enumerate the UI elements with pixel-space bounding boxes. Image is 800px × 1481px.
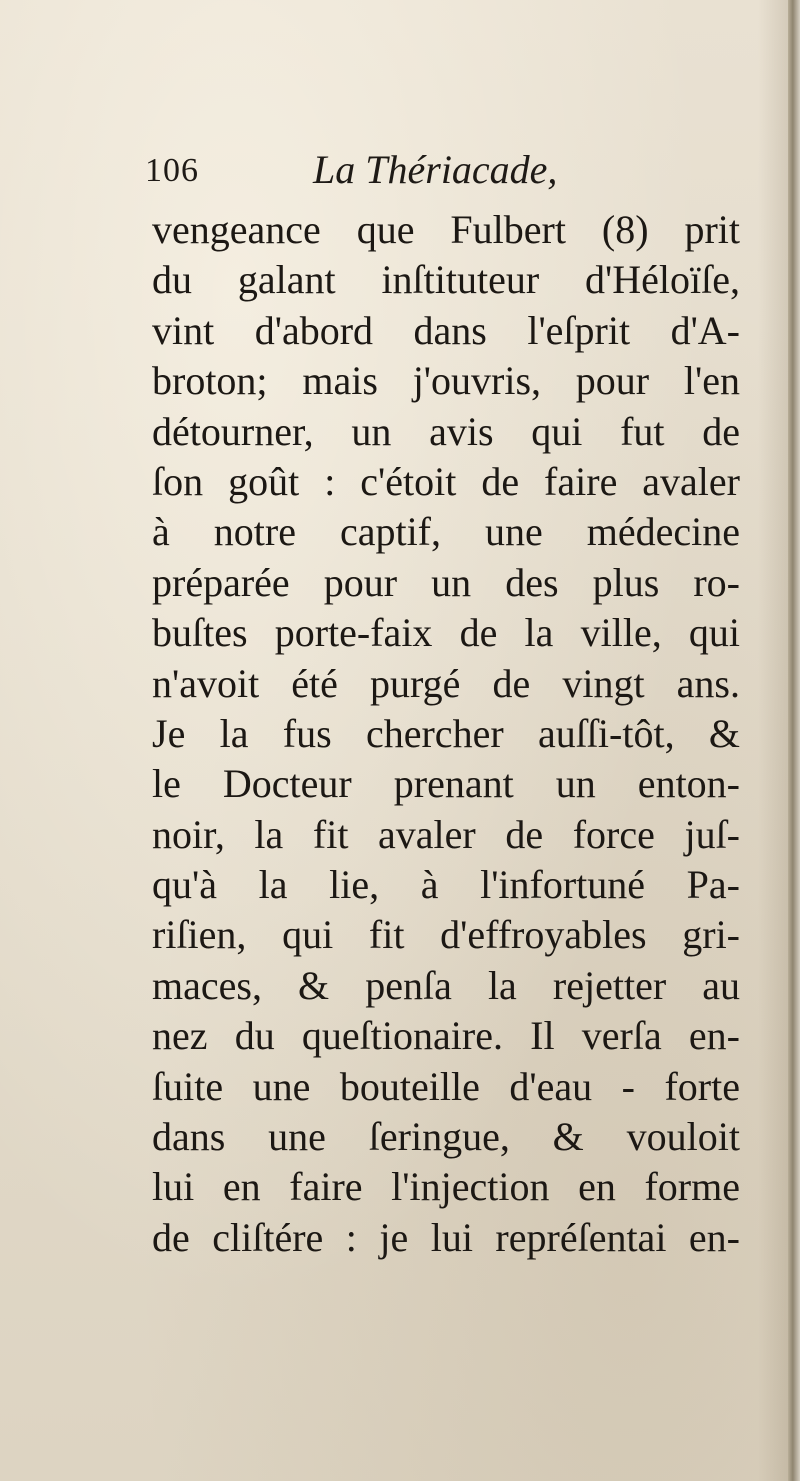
text-line: le Docteur prenant un enton- bbox=[152, 761, 740, 807]
text-line: préparée pour un des plus ro- bbox=[152, 559, 740, 605]
text-line: du galant inſtituteur d'Héloïſe, bbox=[152, 257, 740, 303]
text-line: dans une ſeringue, & vouloit bbox=[152, 1114, 740, 1160]
text-line: riſien, qui fit d'effroyables gri- bbox=[152, 912, 740, 958]
running-title: La Thériacade, bbox=[313, 147, 558, 192]
text-line: n'avoit été purgé de vingt ans. bbox=[152, 660, 740, 706]
text-line: Je la fus chercher auſſi-tôt, & bbox=[152, 710, 740, 756]
text-line: noir, la fit avaler de force juſ- bbox=[152, 811, 740, 857]
text-line: ſon goût : c'étoit de faire avaler bbox=[152, 458, 740, 504]
text-line: lui en faire l'injection en forme bbox=[152, 1164, 740, 1210]
text-line: buſtes porte-faix de la ville, qui bbox=[152, 610, 740, 656]
page-header bbox=[145, 147, 605, 202]
page-number: 106 bbox=[145, 152, 199, 189]
text-line: ſuite une bouteille d'eau - forte bbox=[152, 1063, 740, 1109]
text-line: maces, & penſa la rejetter au bbox=[152, 962, 740, 1008]
page-edge bbox=[788, 0, 800, 1481]
text-line: qu'à la lie, à l'infortuné Pa- bbox=[152, 862, 740, 908]
text-line: de cliſtére : je lui repréſentai en- bbox=[152, 1214, 740, 1260]
text-line: vengeance que Fulbert (8) prit bbox=[152, 207, 740, 252]
body-text bbox=[152, 205, 740, 1263]
text-line: broton; mais j'ouvris, pour l'en bbox=[152, 358, 740, 404]
text-line: à notre captif, une médecine bbox=[152, 509, 740, 555]
page-shadow bbox=[758, 0, 788, 1481]
text-line: vint d'abord dans l'eſprit d'A- bbox=[152, 307, 740, 353]
text-line: nez du queſtionaire. Il verſa en- bbox=[152, 1013, 740, 1059]
text-line: détourner, un avis qui fut de bbox=[152, 408, 740, 454]
